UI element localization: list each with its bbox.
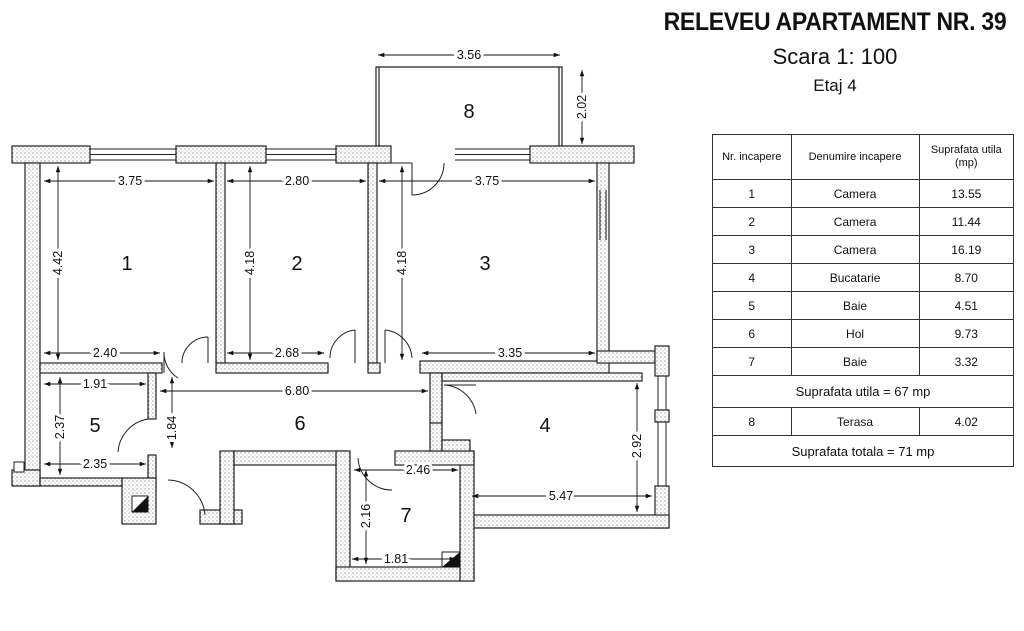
room-label-4: 4	[539, 415, 551, 437]
walls	[12, 146, 669, 581]
table-row	[713, 348, 1014, 376]
table-row	[713, 320, 1014, 348]
legend-total: Suprafata totala = 71 mp	[713, 436, 1014, 467]
legend-cell-name: Camera	[791, 208, 919, 236]
dim-r5-top: 1.91	[82, 377, 108, 391]
legend-cell-area: 3.32	[919, 348, 1013, 376]
legend-cell-name: Terasa	[791, 408, 919, 436]
legend-header-row	[713, 135, 1014, 180]
legend-cell-nr: 3	[713, 236, 792, 264]
dim-terrace-width: 3.56	[456, 48, 482, 62]
legend-header-name: Denumire incapere	[791, 135, 919, 180]
dim-r2-height: 4.18	[243, 250, 257, 276]
dim-r5-height: 2.37	[53, 414, 67, 440]
legend-cell-area: 8.70	[919, 264, 1013, 292]
dim-r2-bottom: 2.68	[274, 346, 300, 360]
dim-r3-bottom: 3.35	[497, 346, 523, 360]
legend-cell-nr: 5	[713, 292, 792, 320]
legend-cell-nr: 2	[713, 208, 792, 236]
legend-cell-area: 9.73	[919, 320, 1013, 348]
legend-header-area: Suprafata utila (mp)	[919, 135, 1013, 180]
dim-r3-width: 3.75	[474, 174, 500, 188]
legend-cell-name: Bucatarie	[791, 264, 919, 292]
dim-r7-top: 2.46	[405, 463, 431, 477]
room-label-2: 2	[291, 253, 303, 275]
legend-subtotal: Suprafata utila = 67 mp	[713, 376, 1014, 408]
legend-cell-nr: 1	[713, 180, 792, 208]
legend-cell-area: 4.51	[919, 292, 1013, 320]
dim-r3-height: 4.18	[395, 250, 409, 276]
dim-r7-height: 2.16	[359, 503, 373, 529]
legend-cell-name: Baie	[791, 292, 919, 320]
dim-r7-bottom: 1.81	[383, 552, 409, 566]
dim-terrace-depth: 2.02	[575, 94, 589, 120]
dim-r1-bottom: 2.40	[92, 346, 118, 360]
room-label-6: 6	[294, 413, 306, 435]
room-label-8: 8	[463, 101, 475, 123]
legend-total-row	[713, 436, 1014, 467]
dim-r2-width: 2.80	[284, 174, 310, 188]
table-row	[713, 208, 1014, 236]
legend-header-nr: Nr. incapere	[713, 135, 792, 180]
room-legend-table	[712, 134, 1014, 467]
legend-cell-nr: 6	[713, 320, 792, 348]
table-row	[713, 236, 1014, 264]
dim-r1-height: 4.42	[51, 250, 65, 276]
plan-title: RELEVEU APARTAMENT NR. 39	[663, 8, 1007, 36]
legend-cell-name: Hol	[791, 320, 919, 348]
legend-subtotal-row	[713, 376, 1014, 408]
legend-cell-nr: 7	[713, 348, 792, 376]
dim-r4-bottom: 5.47	[548, 489, 574, 503]
dim-r4-height: 2.92	[630, 433, 644, 459]
legend-cell-nr: 8	[713, 408, 792, 436]
legend-cell-name: Baie	[791, 348, 919, 376]
legend-cell-area: 4.02	[919, 408, 1013, 436]
room-label-5: 5	[89, 415, 101, 437]
legend-cell-name: Camera	[791, 180, 919, 208]
room-label-1: 1	[121, 253, 133, 275]
legend-cell-area: 13.55	[919, 180, 1013, 208]
table-row	[713, 180, 1014, 208]
legend-cell-area: 11.44	[919, 208, 1013, 236]
room-label-7: 7	[400, 505, 412, 527]
legend-cell-area: 16.19	[919, 236, 1013, 264]
dim-r1-width: 3.75	[117, 174, 143, 188]
table-row	[713, 292, 1014, 320]
room-label-3: 3	[479, 253, 491, 275]
plan-floor: Etaj 4	[813, 76, 857, 95]
legend-cell-name: Camera	[791, 236, 919, 264]
table-row	[713, 264, 1014, 292]
table-row	[713, 408, 1014, 436]
dim-r5-bottom: 2.35	[82, 457, 108, 471]
plan-scale: Scara 1: 100	[772, 44, 898, 69]
dim-hall-width: 6.80	[284, 384, 310, 398]
legend-cell-nr: 4	[713, 264, 792, 292]
dim-hall-height: 1.84	[165, 415, 179, 441]
